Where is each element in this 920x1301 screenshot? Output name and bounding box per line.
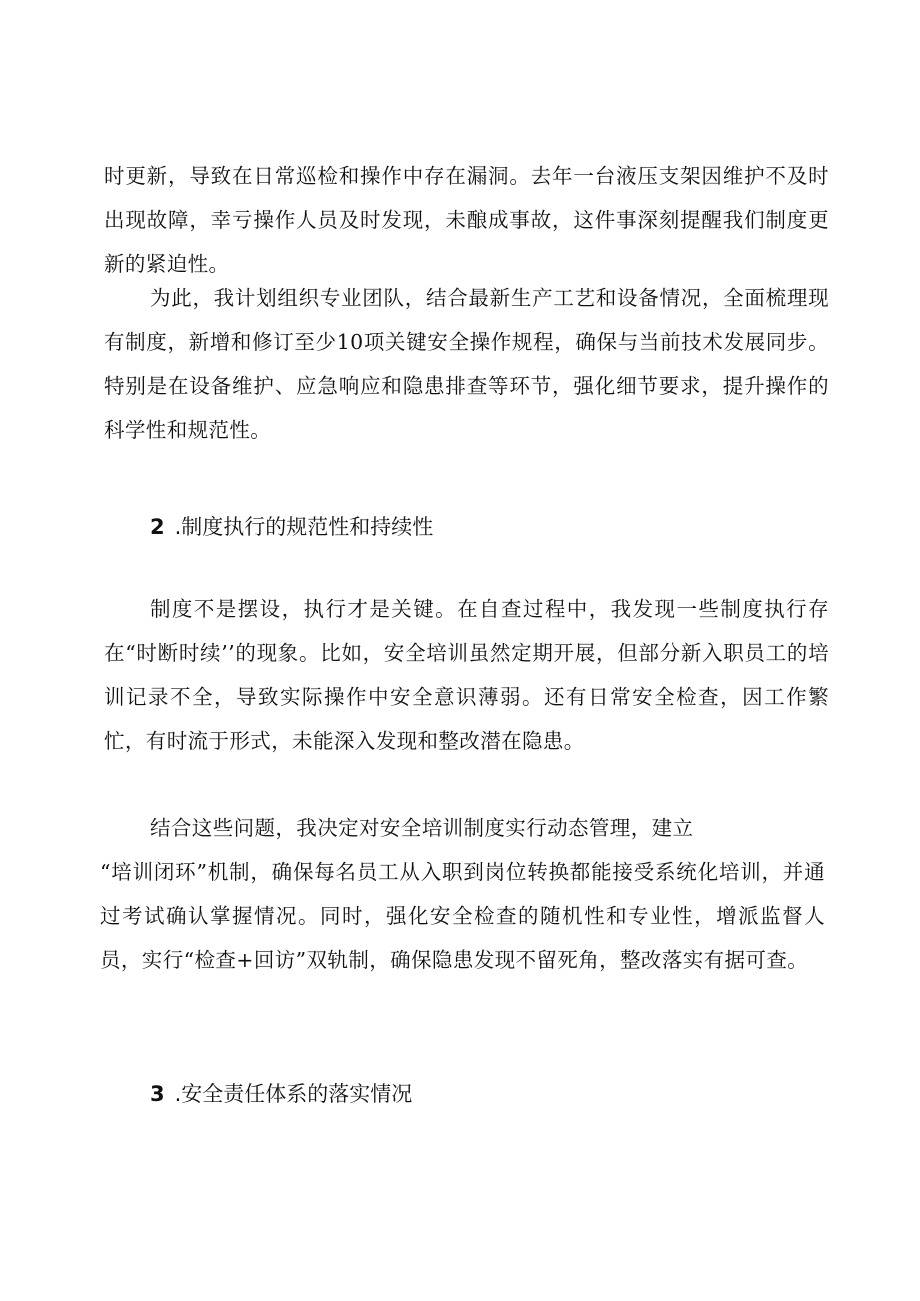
section-heading-2-text: .制度执行的规范性和持续性 — [174, 515, 434, 539]
paragraph-4-line-1: 结合这些问题，我决定对安全培训制度实行动态管理，建立 — [150, 816, 694, 840]
section-heading-3-text: .安全责任体系的落实情况 — [174, 1082, 413, 1106]
paragraph-1: 时更新，导致在日常巡检和操作中存在漏洞。去年一台液压支架因维护不及时出现故障，幸亏操作人员及时发现，未酿成事故，这件事深刻提醒我们制度更新的紧迫性。 — [104, 164, 829, 276]
section-heading-2-number: 2 — [150, 515, 165, 539]
section-heading-3-number: 3 — [150, 1082, 165, 1106]
paragraph-3: 制度不是摆设，执行才是关键。在自查过程中，我发现一些制度执行存在“时断时续’’的现象。比如，安全培训虽然定期开展，但部分新入职员工的培训记录不全，导致实际操作中安全意识薄弱。还有日常安全检查，因工作繁忙，有时流于形式，未能深入发现和整改潜在隐患。 — [104, 597, 829, 753]
paragraph-4-continued: “培训闭环”机制，确保每名员工从入职到岗位转换都能接受系统化培训，并通过考试确认掌握情况。同时，强化安全检查的随机性和专业性，增派监督人员，实行“检查+回访”双轨制，确保隐患发现不留死角，整改落实有据可查。 — [100, 860, 825, 972]
section-heading-2 — [150, 512, 433, 542]
section-heading-3 — [150, 1079, 412, 1109]
paragraph-2: 为此，我计划组织专业团队，结合最新生产工艺和设备情况，全面梳理现有制度，新增和修订至少10项关键安全操作规程，确保与当前技术发展同步。特别是在设备维护、应急响应和隐患排查等环节，强化细节要求，提升操作的科学性和规范性。 — [104, 286, 829, 442]
